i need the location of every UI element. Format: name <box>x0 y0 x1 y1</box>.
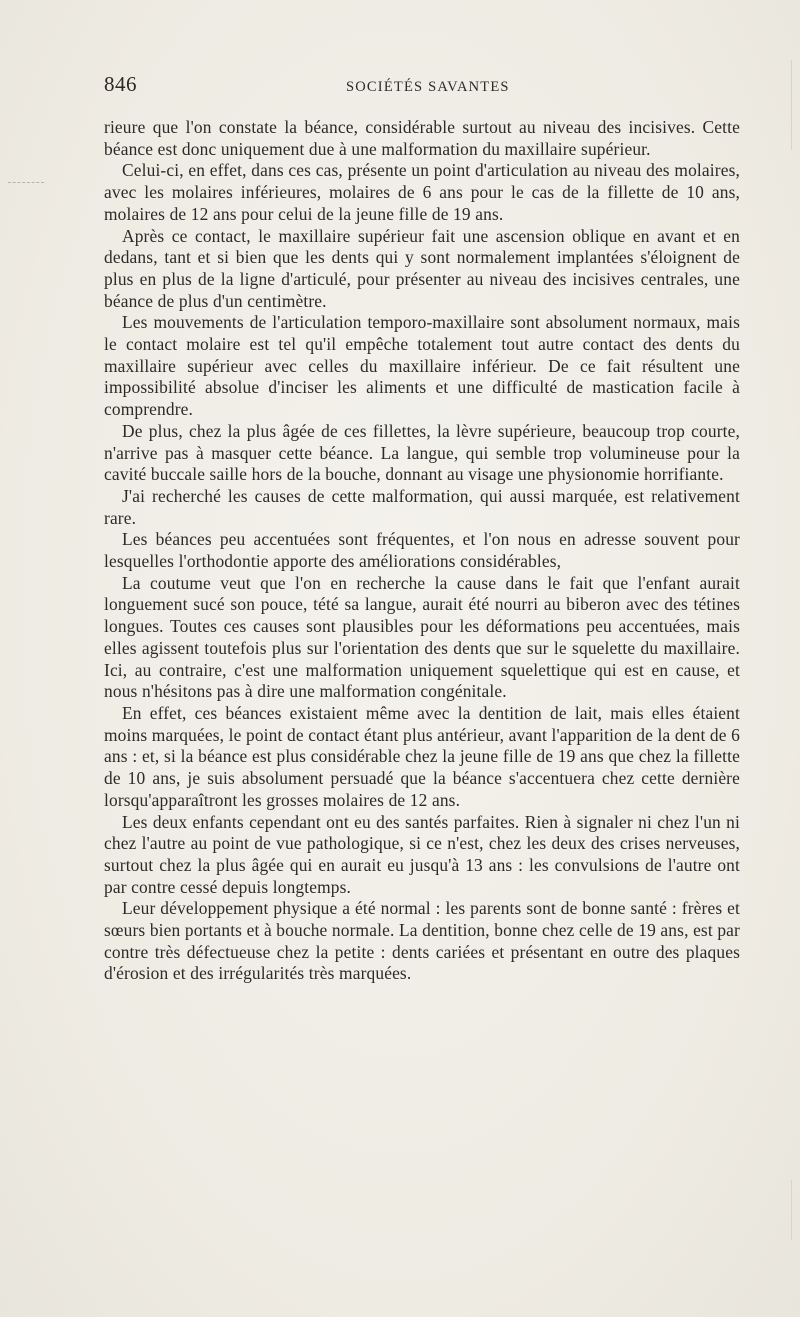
paragraph-4: Les mouvements de l'articulation temporo-maxillaire sont absolument normaux, mais le contact molaire est tel qu'il empêche totalement tout autre contact des dents du maxillaire supérieur avec celles du maxillaire inférieur. De ce fait résultent une impossibilité absolue d'inciser les aliments et une difficulté de mastication facile à comprendre. <box>104 312 740 420</box>
body-text <box>104 117 740 985</box>
paragraph-2: Celui-ci, en effet, dans ces cas, présente un point d'articulation au niveau des molaires, avec les molaires inférieures, molaires de 6 ans pour le cas de la fillette de 10 ans, molaires de 12 ans pour celui de la jeune fille de 19 ans. <box>104 160 740 224</box>
paragraph-6: J'ai recherché les causes de cette malformation, qui aussi marquée, est relativement rare. <box>104 485 740 528</box>
paragraph-9: En effet, ces béances existaient même avec la dentition de lait, mais elles étaient moins marquées, le point de contact étant plus antérieur, avant l'apparition de la dent de 6 ans : et, si la béance est plus considérable chez la jeune fille de 19 ans que chez la fillette de 10 ans, je suis absolument persuadé que la béance s'accentuera chez cette dernière lorsqu'apparaîtront les grosses molaires de 12 ans. <box>104 702 740 810</box>
paragraph-3: Après ce contact, le maxillaire supérieur fait une ascension oblique en avant et en dedans, tant et si bien que les dents qui y sont normalement implantées s'éloignent de plus en plus de la ligne d'articulé, pour présenter au niveau des incisives centrales, une béance de plus d'un centimètre. <box>104 225 740 311</box>
paragraph-8: La coutume veut que l'on en recherche la cause dans le fait que l'enfant aurait longuement sucé son pouce, tété sa langue, aurait été nourri au biberon avec des tétines longues. Toutes ces causes sont plausibles pour les déformations peu accentuées, mais elles agissent toutefois plus sur l'orientation des dents que sur le squelette du maxillaire. Ici, au contraire, c'est une malformation uniquement squelettique qui est en cause, et nous n'hésitons pas à dire une malformation congénitale. <box>104 572 740 702</box>
paragraph-1: rieure que l'on constate la béance, considérable surtout au niveau des incisives. Cette béance est donc uniquement due à une malformation du maxillaire supérieur. <box>104 117 740 159</box>
paragraph-10: Les deux enfants cependant ont eu des santés parfaites. Rien à signaler ni chez l'un ni chez l'autre au point de vue pathologique, si ce n'est, chez les deux des crises nerveuses, surtout chez la plus âgée qui en aurait eu jusqu'à 13 ans : les convulsions de l'autre ont par contre cessé depuis longtemps. <box>104 811 740 897</box>
paragraph-7: Les béances peu accentuées sont fréquentes, et l'on nous en adresse souvent pour lesquelles l'orthodontie apporte des améliorations considérables, <box>104 529 740 572</box>
running-title: SOCIÉTÉS SAVANTES <box>346 79 510 95</box>
margin-scan-mark <box>8 182 44 184</box>
page-number: 846 <box>104 72 137 96</box>
page-header <box>104 72 744 102</box>
edge-scan-mark-bottom <box>791 1180 792 1240</box>
edge-scan-mark-top <box>791 60 792 150</box>
paragraph-5: De plus, chez la plus âgée de ces fillettes, la lèvre supérieure, beaucoup trop courte, n'arrive pas à masquer cette béance. La langue, qui semble trop volumineuse pour la cavité buccale saille hors de la bouche, donnant au visage une physionomie horrifiante. <box>104 420 740 485</box>
paragraph-11: Leur développement physique a été normal : les parents sont de bonne santé : frères et sœurs bien portants et à bouche normale. La dentition, bonne chez celle de 19 ans, est par contre très défectueuse chez la petite : dents cariées et présentant en outre des plaques d'érosion et des irrégularités très marquées. <box>104 898 740 984</box>
